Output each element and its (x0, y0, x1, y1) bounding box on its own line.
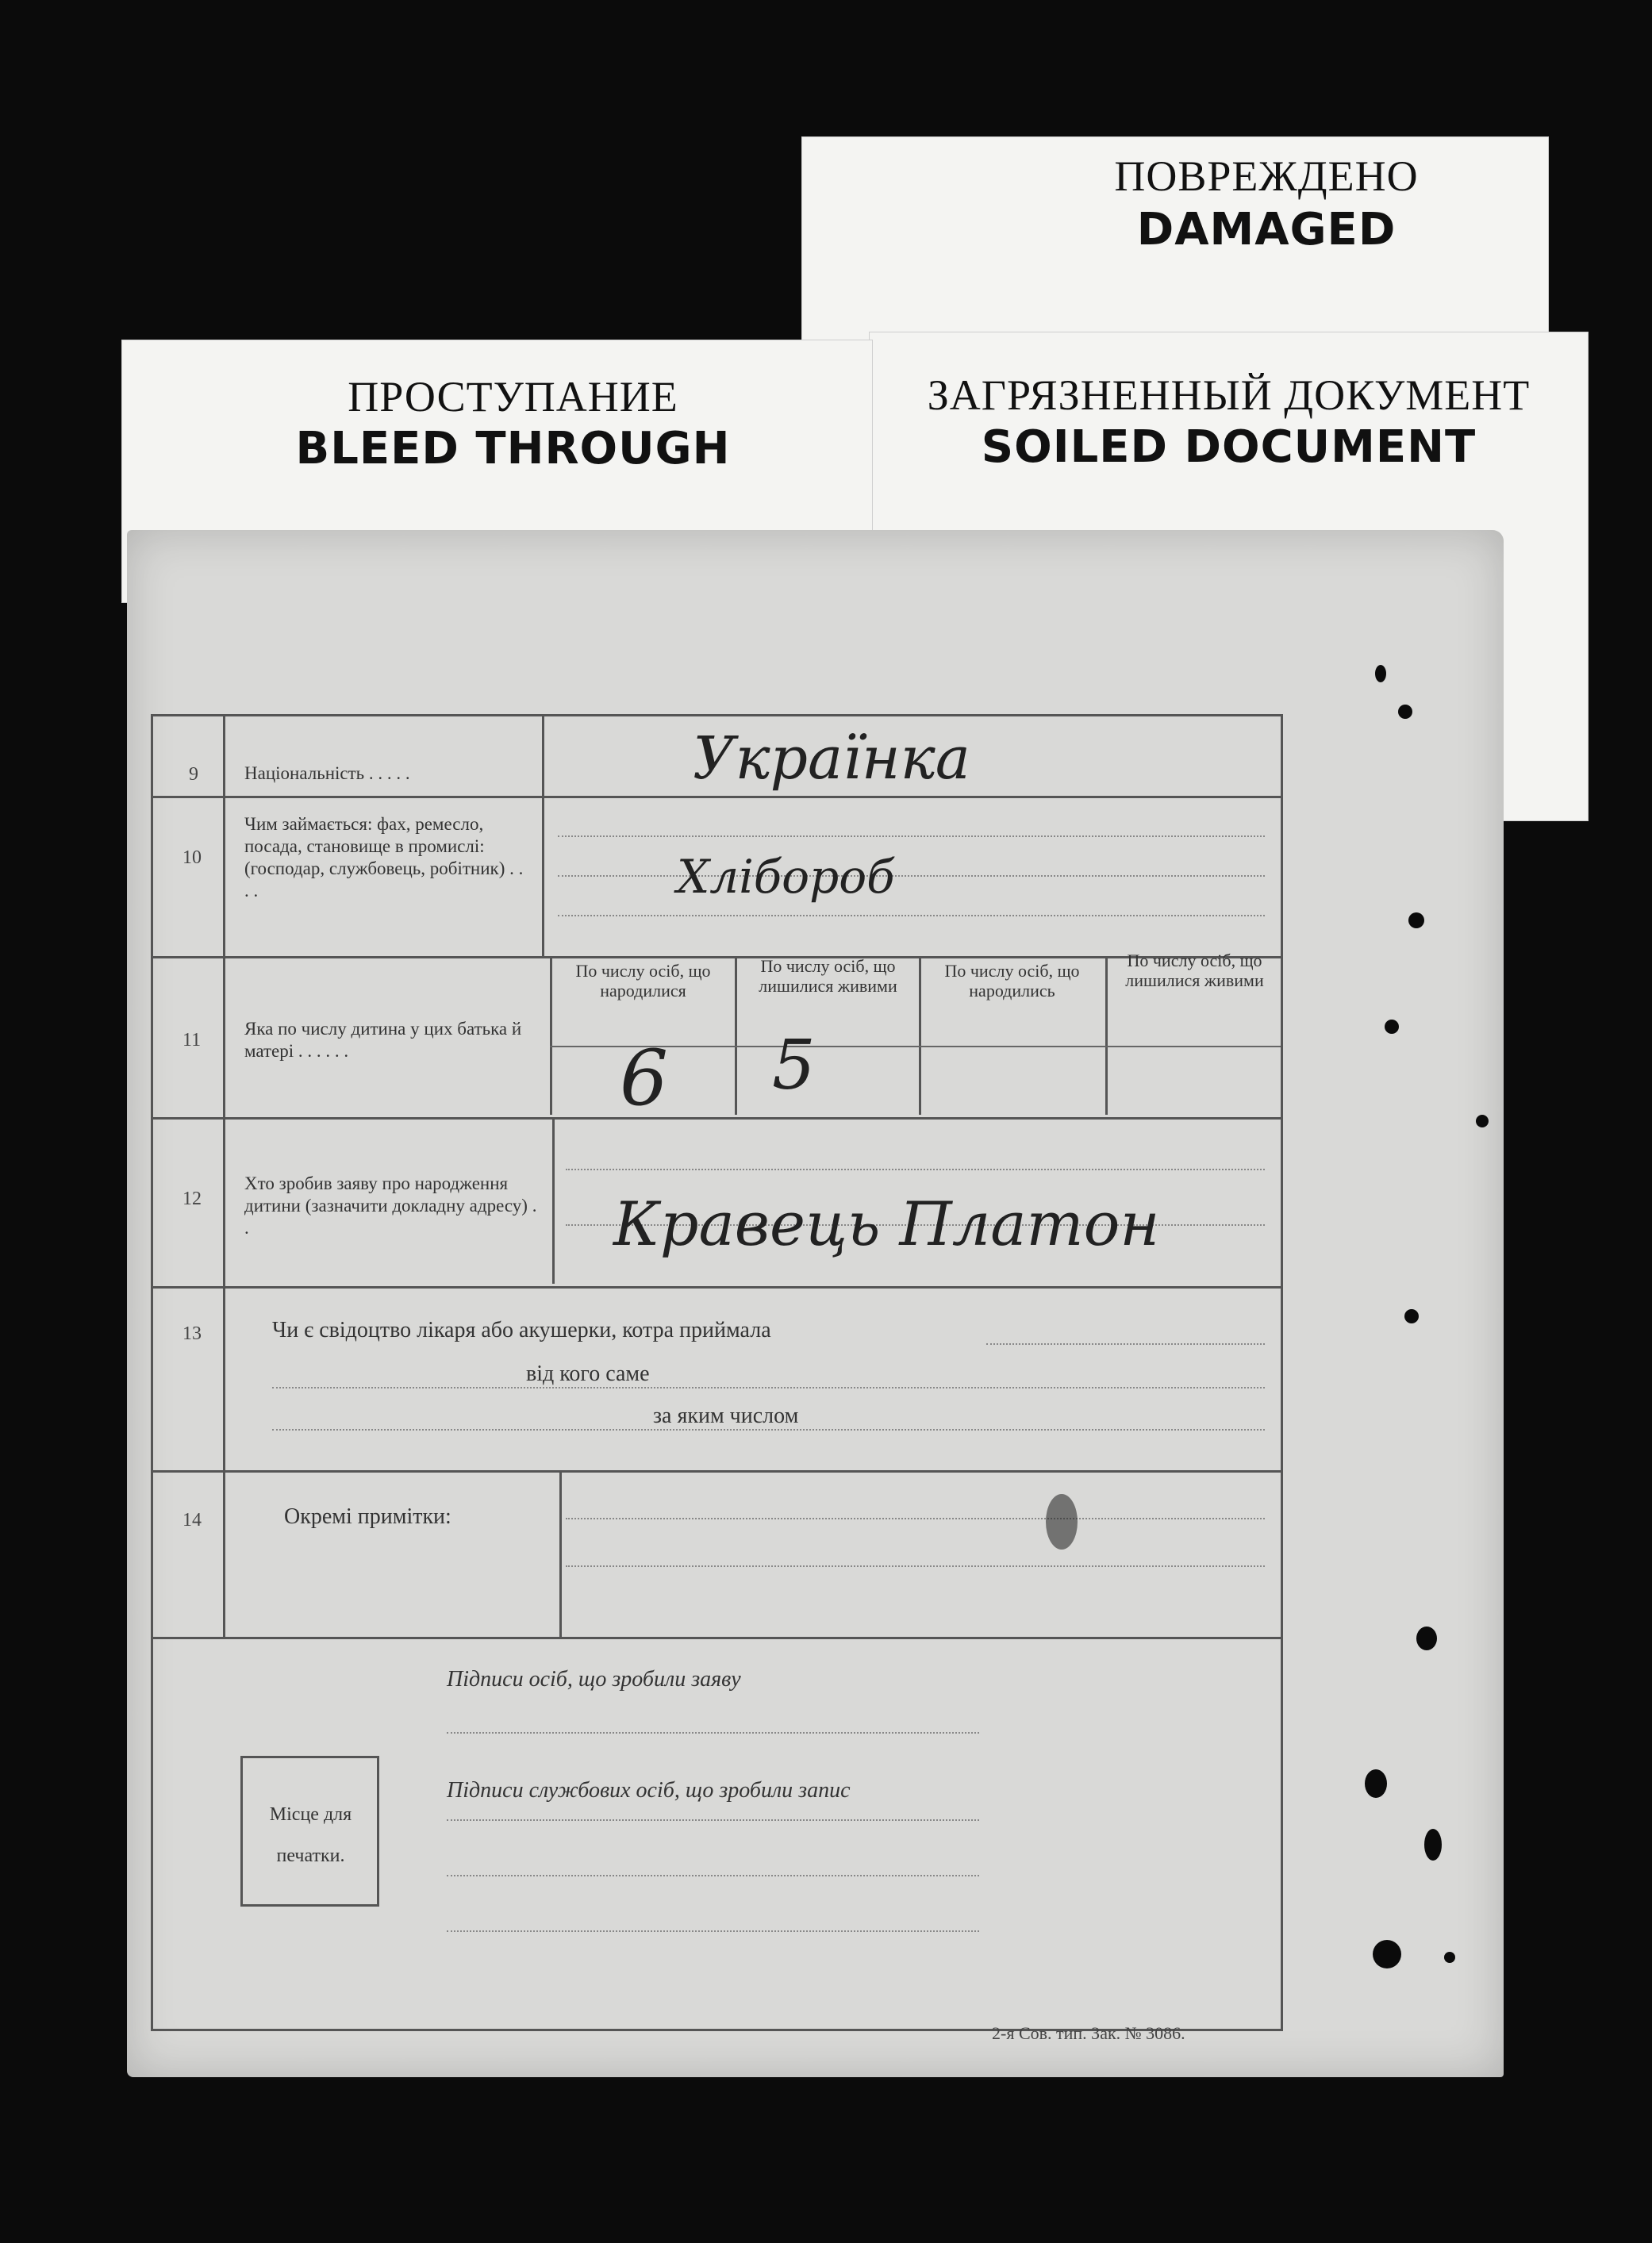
applicants-signature-label: Підписи осіб, що зробили заяву (447, 1667, 741, 1692)
soiled-tag-ru: ЗАГРЯЗНЕННЫЙ ДОКУМЕНТ (927, 371, 1531, 419)
row-number: 11 (182, 1030, 202, 1050)
soiled-tag-en: SOILED DOCUMENT (981, 421, 1477, 473)
bleed-tag-ru: ПРОСТУПАНИЕ (348, 373, 678, 421)
officials-signature-label: Підписи службових осіб, що зробили запис (447, 1778, 851, 1803)
from-whom-label: від кого саме (526, 1362, 650, 1386)
col-born: По числу осіб, що народилися (575, 961, 711, 1001)
date-label: за яким числом (653, 1404, 799, 1428)
damaged-tag (801, 136, 1549, 352)
occupation-label: Чим займається: фах, ремесло, посада, становище в промислі: (господар, службовець, робітник) . . . . (244, 814, 524, 901)
document-page (127, 530, 1504, 2077)
bleed-tag-en: BLEED THROUGH (295, 423, 731, 474)
nationality-value: Українка (693, 724, 970, 793)
row-number: 10 (182, 847, 202, 868)
declarant-label: Хто зробив заяву про народження дитини (зазначити докладну адресу) . . (244, 1173, 537, 1238)
row-number: 13 (182, 1323, 202, 1344)
damaged-tag-ru: ПОВРЕЖДЕНО (1114, 152, 1419, 200)
printer-code: 2-я Сов. тип. Зак. № 3086. (992, 2023, 1185, 2043)
stamp-box (240, 1756, 379, 1907)
row-number: 14 (182, 1510, 202, 1531)
alive-count: 5 (772, 1026, 816, 1105)
damaged-tag-en: DAMAGED (1136, 204, 1397, 255)
row-number: 9 (189, 764, 198, 785)
birth-record-form (151, 714, 1283, 2031)
col-born-2: По числу осіб, що народились (944, 961, 1080, 1001)
certificate-question: Чи є свідоцтво лікаря або акушерки, котра приймала (272, 1318, 771, 1342)
born-count: 6 (620, 1034, 669, 1123)
child-order-label: Яка по числу дитина у цих батька й матері . . . . . . (244, 1019, 522, 1061)
col-alive: По числу осіб, що лишилися живими (759, 956, 897, 996)
occupation-value: Хлібороб (677, 850, 895, 904)
nationality-label: Національність . . . . . (244, 763, 410, 783)
declarant-value: Кравець Платон (613, 1189, 1160, 1259)
notes-label: Окремі примітки: (284, 1504, 451, 1529)
stamp-label: Місце для печатки. (269, 1804, 352, 1866)
col-alive-2: По числу осіб, що лишилися живими (1125, 951, 1264, 990)
row-number: 12 (182, 1189, 202, 1209)
